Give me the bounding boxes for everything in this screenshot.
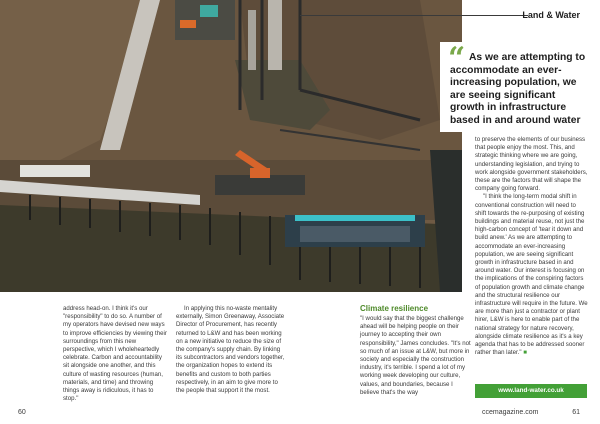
body-paragraph-text: "I think the long-term modal shift in conventional construction will need to shift towards the re-purposing of existing buildings and material reuse, not just the high-carbon concept of 'tear it down and build anew.' As we are attempting to accommodate an ever-increasing population, we are seeing significant growth in infrastructure based in and around water. Our interest is focusing on the implications of the conspiring factors of population growth and climate change and the structural resilience our infrastructure will require in the future. We are more than just a contractor or plant hirer, L&W is here to enable part of the national strategy for nature recovery, alongside climate resilience as it's a key agenda that has to be addressed sooner rather than later." (475, 193, 588, 357)
body-column-2 (176, 305, 286, 395)
body-paragraph: "I would say that the biggest challenge ahead will be helping people on their journey to accepting their own responsibility," James concludes. "It's not so much of an issue at L&W, but more in society and especially the construction industry, it's terrible. I spend a lot of my working week developing our culture, values, and boundaries, because I believe that's the way (360, 315, 471, 396)
pull-quote-text: As we are attempting to accommodate an ever-increasing population, we are seeing significant growth in infrastructure based in and around water (450, 52, 586, 126)
page-number-right: 61 (572, 409, 580, 416)
header-rule (300, 15, 528, 16)
end-mark-icon: ■ (523, 349, 527, 357)
section-tag: Land & Water (522, 10, 580, 20)
body-paragraph: address head-on. I think it's our "responsibility" to do so. A number of my operators have devised new ways to improve efficiencies by viewing their surroundings from this new perspective, which I wholeheartedly celebrate. Carbon and accountability sit alongside one another, and this culture of wasting resources (human, materials, and time) and throwing things away is ridiculous, it has to stop." (63, 305, 167, 403)
body-column-4 (475, 136, 588, 357)
footer-site-link[interactable]: ccemagazine.com (482, 409, 539, 416)
body-paragraph: to preserve the elements of our business that people enjoy the most. This, and strategic thinking where we are going, understanding legislation, and trying to work alongside government stakeholders, these are the factors that will shape the company going forward. (475, 136, 588, 193)
quote-mark-icon: “ (448, 41, 466, 76)
pull-quote (440, 42, 590, 132)
page-number-left: 60 (18, 409, 26, 416)
body-paragraph-2 (475, 193, 588, 357)
subheading-climate-resilience: Climate resilience (360, 304, 429, 313)
body-paragraph: In applying this no-waste mentality externally, Simon Greenaway, Associate Director of Procurement, has recently returned to L&W and has been working on a new initiative to reduce the size of the company's supply chain. By linking its subcontractors and vendors together, the organization hopes to extend its benefits and custom to both parties respectively, in an aim to give more to the people that support it the most. (176, 305, 285, 395)
body-column-1 (63, 305, 168, 403)
website-link-button[interactable]: www.land-water.co.uk (475, 384, 587, 398)
body-column-3 (360, 315, 473, 397)
